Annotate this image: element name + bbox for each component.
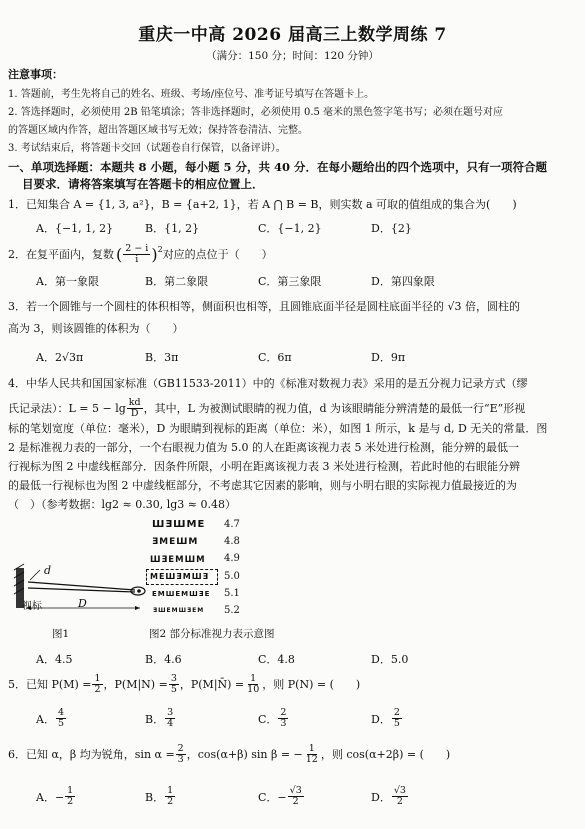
- section1-line2: 目要求．请将答案填写在答题卡的相应位置上．: [22, 177, 264, 191]
- q4-option-b: B．4.6: [145, 653, 182, 666]
- notice-item-2: 2. 答选择题时，必须使用 2B 铅笔填涂；答非选择题时，必须使用 0.5 毫米的黑色签字笔书写；必须在题号对应: [8, 107, 504, 118]
- q2-stem-post: 对应的点位于（ ）: [162, 247, 273, 261]
- q6-option-c: C．− $\frac{√3}{2}$: [258, 785, 302, 807]
- vision-chart-value: 4.9: [224, 553, 240, 564]
- q6-option-b: B． $\frac{1}{2}$: [145, 785, 174, 807]
- q4-line7: （ ）（参考数据：lg2 ≈ 0.30, lg3 ≈ 0.48）: [8, 498, 237, 511]
- fig1-caption: 图1: [52, 628, 70, 640]
- q4-line5: 行视标为图 2 中虚线框部分．因条件所限，小明在距离该视力表 3 米处进行检测，若此时他的右眼能分辨: [8, 460, 520, 473]
- q4-formula-fraction: $\frac{kd}{D}$: [128, 397, 141, 419]
- vision-chart-row: ƎШЕМШƎЕМ: [153, 607, 205, 614]
- q5-stem: 5．已知 P(M) = $\frac{1}{2}$ ，P(M|N) = $\frac{3}{5}$ ，P(M|N̄) = $\frac{1}{10}$ ，则 P(N) = ( ): [8, 673, 361, 695]
- fig1-label-visual-target: 视标: [22, 601, 42, 612]
- vision-chart-value: 5.0: [224, 571, 240, 582]
- q2-fraction: $\frac{2 - i}{i}$: [125, 243, 149, 265]
- q3-option-b: B．3π: [145, 351, 179, 364]
- q6-fraction-2: $\frac{1}{12}$: [305, 743, 318, 765]
- q4-line3: 标的笔划宽度（单位：毫米），D 为眼睛到视标的距离（单位：米），如图 1 所示，k 是与 d, D 无关的常量．图: [8, 422, 548, 435]
- q1-stem: 1．已知集合 A = {1, 3, a²}，B = {a+2, 1}，若 A ⋂ B = B，则实数 a 可取的值组成的集合为( ): [8, 198, 517, 211]
- q2-option-d: D．第四象限: [371, 275, 435, 288]
- q6-option-a: A．− $\frac{1}{2}$: [36, 785, 74, 807]
- section1-line1: 一、单项选择题：本题共 8 小题，每小题 5 分，共 40 分．在每小题给出的四个选项中，只有一项符合题: [8, 160, 548, 174]
- q2-option-c: C．第三象限: [258, 275, 322, 288]
- fig2-caption: 图2 部分标准视力表示意图: [149, 628, 275, 640]
- q4-option-a: A．4.5: [36, 653, 73, 666]
- q1-option-d: D．{2}: [371, 222, 412, 235]
- notice-item-2-cont: 的答题区域内作答，超出答题区域书写无效；保持答卷清洁、完整。: [8, 125, 308, 136]
- q1-option-c: C．{−1, 2}: [258, 222, 322, 235]
- q5-option-a: A． $\frac{4}{5}$: [36, 707, 64, 729]
- q4-line4: 2 是标准视力表的一部分，一个右眼视力值为 5.0 的人在距离该视力表 5 米处进行检测，能分辨的最低一: [8, 441, 519, 454]
- q1-option-a: A．{−1, 1, 2}: [36, 222, 114, 235]
- q1-option-b: B．{1, 2}: [145, 222, 200, 235]
- exam-subtitle: （满分：150 分；时间：120 分钟）: [206, 50, 379, 62]
- notice-item-1: 1. 答题前，考生先将自己的姓名、班级、考场/座位号、准考证号填写在答题卡上。: [8, 89, 375, 100]
- vision-chart-value: 4.7: [224, 519, 240, 530]
- q6-stem: 6．已知 α，β 均为锐角，sin α = $\frac{2}{3}$ ，cos(α+β) sin β = − $\frac{1}{12}$ ，则 cos(α+2β) = ( ): [8, 743, 451, 765]
- vision-chart-row: ШƎШМЕ: [152, 519, 206, 530]
- q3-option-c: C．6π: [258, 351, 292, 364]
- q4-option-d: D．5.0: [371, 653, 409, 666]
- vision-chart-row: МЕШƎМШƎ: [150, 572, 210, 581]
- q6-fraction-1: $\frac{2}{3}$: [177, 743, 184, 765]
- fig1-label-d: d: [44, 564, 52, 577]
- q2-stem-pre: 2．在复平面内，复数: [8, 247, 114, 261]
- fig1-label-D: D: [78, 597, 87, 610]
- q4-line6: 的最低一行视标也为图 2 中虚线框部分，不考虑其它因素的影响，则与小明右眼的实际视力值最接近的为: [8, 479, 517, 492]
- q3-line1: 3．若一个圆锥与一个圆柱的体积相等，侧面积也相等，且圆锥底面半径是圆柱底面半径的 √3 倍，圆柱的: [8, 300, 520, 313]
- notice-heading: 注意事项：: [8, 68, 63, 81]
- vision-chart-row: ШƎЕМШМ: [150, 555, 206, 565]
- exam-title: 重庆一中高 2026 届高三上数学周练 7: [138, 25, 447, 45]
- q2-option-a: A．第一象限: [36, 275, 99, 288]
- q5-fraction-1: $\frac{1}{2}$: [94, 673, 101, 695]
- q5-fraction-3: $\frac{1}{10}$: [247, 673, 260, 695]
- vision-chart-value: 4.8: [224, 536, 240, 547]
- vision-chart-row: ƎМЕШМ: [152, 537, 199, 547]
- q5-option-c: C． $\frac{2}{3}$: [258, 707, 287, 729]
- q4-option-c: C．4.8: [258, 653, 295, 666]
- q3-line2: 高为 3，则该圆锥的体积为（ ）: [8, 322, 184, 335]
- q3-option-d: D．9π: [371, 351, 406, 364]
- vision-chart-value: 5.2: [224, 605, 240, 616]
- q5-option-b: B． $\frac{3}{4}$: [145, 707, 174, 729]
- q2-stem: 2．在复平面内，复数 ( $\frac{2 - i}{i}$ ) 2 对应的点位于（ ）: [8, 243, 273, 265]
- q5-fraction-2: $\frac{3}{5}$: [170, 673, 177, 695]
- q5-option-d: D． $\frac{2}{5}$: [371, 707, 400, 729]
- vision-chart-value: 5.1: [224, 588, 240, 599]
- q3-option-a: A．2√3π: [36, 351, 84, 364]
- q2-option-b: B．第二象限: [145, 275, 209, 288]
- notice-item-3: 3. 考试结束后，将答题卡交回（试题卷自行保管，以备评讲）。: [8, 143, 286, 154]
- q6-option-d: D． $\frac{√3}{2}$: [371, 785, 406, 807]
- q4-line2: 氏记录法）：L = 5 − lg $\frac{kd}{D}$ ，其中，L 为被测试眼睛的视力值，d 为该眼睛能分辨清楚的最低一行“E”形视: [8, 397, 526, 419]
- vision-chart-row: ЕМШЕМШƎЕ: [152, 590, 211, 598]
- q4-line1: 4．中华人民共和国国家标准（GB11533-2011）中的《标准对数视力表》采用的是五分视力记录方式（缪: [8, 377, 528, 390]
